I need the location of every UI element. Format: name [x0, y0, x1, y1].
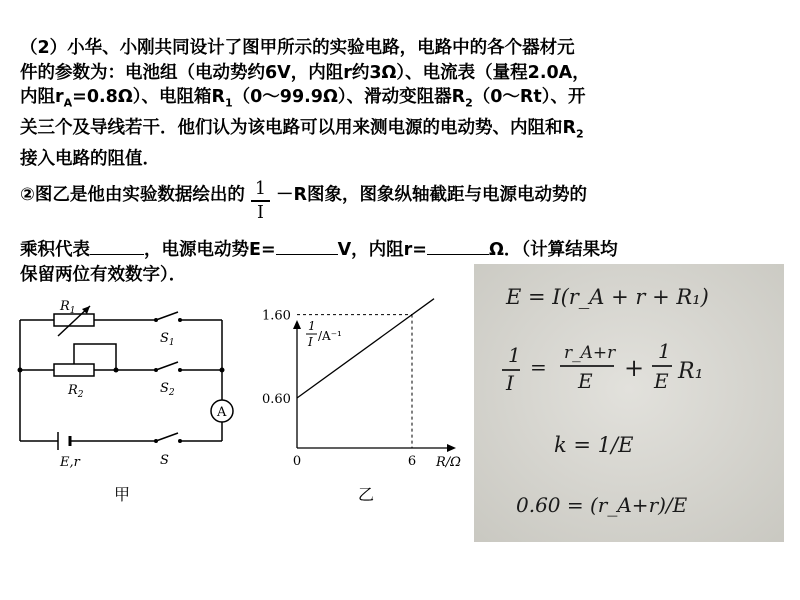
- answer-blank-2[interactable]: [276, 238, 338, 255]
- answer-blank-3[interactable]: [427, 238, 489, 255]
- switch-contact: [154, 439, 158, 443]
- eq2-plus: +: [624, 354, 645, 382]
- problem-line-3: [20, 85, 780, 116]
- graph-1-over-i-vs-r: [260, 310, 470, 510]
- s2-label: $S_2$: [160, 381, 175, 398]
- x-tick-label-zero: 0: [292, 454, 302, 469]
- problem-line-7: [20, 238, 780, 263]
- text-run: －R图象，图象纵轴截距与电源电动势的: [275, 184, 587, 205]
- fraction-numerator: 1: [251, 178, 270, 202]
- s1-label: $S_1$: [160, 331, 175, 348]
- handwritten-notes-photo: [474, 264, 784, 542]
- eq2-term2-num: 1: [658, 339, 671, 363]
- r2-label: $R_2$: [68, 383, 84, 400]
- text-run: （0～99.9Ω）、滑动变阻器R: [232, 87, 466, 108]
- eq2-lhs-num: 1: [508, 343, 521, 367]
- circuit-diagram: [14, 299, 254, 510]
- fraction-denominator: I: [256, 202, 264, 223]
- junction-dot: [18, 368, 23, 373]
- x-axis-label: R/Ω: [436, 455, 461, 470]
- circuit-caption: 甲: [114, 485, 131, 504]
- text-run: 乘积代表: [20, 239, 90, 260]
- rheostat-r2: [54, 364, 94, 376]
- subscript: 1: [224, 96, 233, 110]
- handwritten-eq-4: 0.60 = (r_A+r)/E: [516, 493, 688, 517]
- y-axis-label-unit: /A⁻¹: [318, 329, 342, 343]
- text-run: Ω．（计算结果均: [488, 239, 618, 260]
- text-run: ，电源电动势E=: [144, 239, 276, 260]
- switch-contact: [178, 368, 182, 372]
- subscript: 2: [465, 96, 473, 110]
- junction-dot: [220, 368, 225, 373]
- handwriting-svg: [474, 264, 784, 542]
- y-tick-label-high: 1.60: [262, 308, 291, 324]
- x-axis-arrow: [447, 444, 456, 452]
- battery-label: E,r: [60, 455, 80, 470]
- one-over-i-fraction: [251, 178, 270, 224]
- junction-dot: [114, 368, 119, 373]
- eq2-tail: R₁: [678, 359, 704, 384]
- eq2-lhs-den: I: [506, 371, 514, 395]
- text-run: 内阻r: [20, 87, 64, 108]
- text-run: =0.8Ω）、电阻箱R: [72, 87, 225, 108]
- graph-caption: 乙: [358, 485, 375, 504]
- problem-text: [20, 36, 780, 287]
- series-line: [297, 299, 434, 398]
- subscript: 2: [575, 127, 584, 141]
- answer-blank-1[interactable]: [90, 238, 144, 255]
- problem-line-6: [20, 172, 780, 223]
- switch-contact: [178, 318, 182, 322]
- spacer: [20, 218, 780, 238]
- switch-s2-blade: [156, 362, 178, 370]
- switch-contact: [154, 318, 158, 322]
- ammeter-label: A: [217, 405, 227, 420]
- eq2-term2-den: E: [654, 369, 669, 393]
- y-axis-label-num: 1: [308, 319, 316, 333]
- switch-s1-blade: [156, 312, 178, 320]
- problem-line-4: [20, 116, 780, 147]
- s-label: S: [160, 453, 169, 468]
- problem-line-2: 件的参数为：电池组（电动势约6V，内阻r约3Ω）、电流表（量程2.0A，: [20, 62, 590, 83]
- x-tick-label-six: 6: [407, 454, 417, 469]
- y-axis-arrow: [293, 320, 301, 329]
- y-axis-label-den: I: [308, 335, 313, 349]
- eq2-term1-den: E: [578, 369, 593, 393]
- switch-contact: [178, 439, 182, 443]
- handwritten-eq-1: E = I(r_A + r + R₁): [506, 285, 709, 309]
- eq2-term1-num: r_A+r: [564, 343, 616, 363]
- text-run: V，内阻r=: [337, 239, 427, 260]
- text-run: 关三个及导线若干．他们认为该电路可以用来测电源的电动势、内阻和R: [20, 118, 576, 139]
- switch-s-blade: [156, 433, 178, 441]
- problem-line-5: 接入电路的阻值．: [20, 149, 160, 170]
- text-run: ②图乙是他由实验数据绘出的: [20, 184, 245, 205]
- subscript: A: [63, 96, 73, 110]
- problem-line-1: （2）小华、小刚共同设计了图甲所示的实验电路，电路中的各个器材元: [20, 38, 575, 58]
- problem-line-8: 保留两位有效数字）．: [20, 264, 187, 285]
- text-run: （0～Rt）、开: [472, 87, 586, 108]
- slider-wire: [74, 344, 116, 370]
- handwritten-eq-3: k = 1/E: [554, 433, 634, 457]
- y-tick-label-low: 0.60: [262, 392, 291, 407]
- eq2-equals: =: [530, 355, 547, 379]
- r1-label: $R_1$: [60, 299, 76, 316]
- switch-contact: [154, 368, 158, 372]
